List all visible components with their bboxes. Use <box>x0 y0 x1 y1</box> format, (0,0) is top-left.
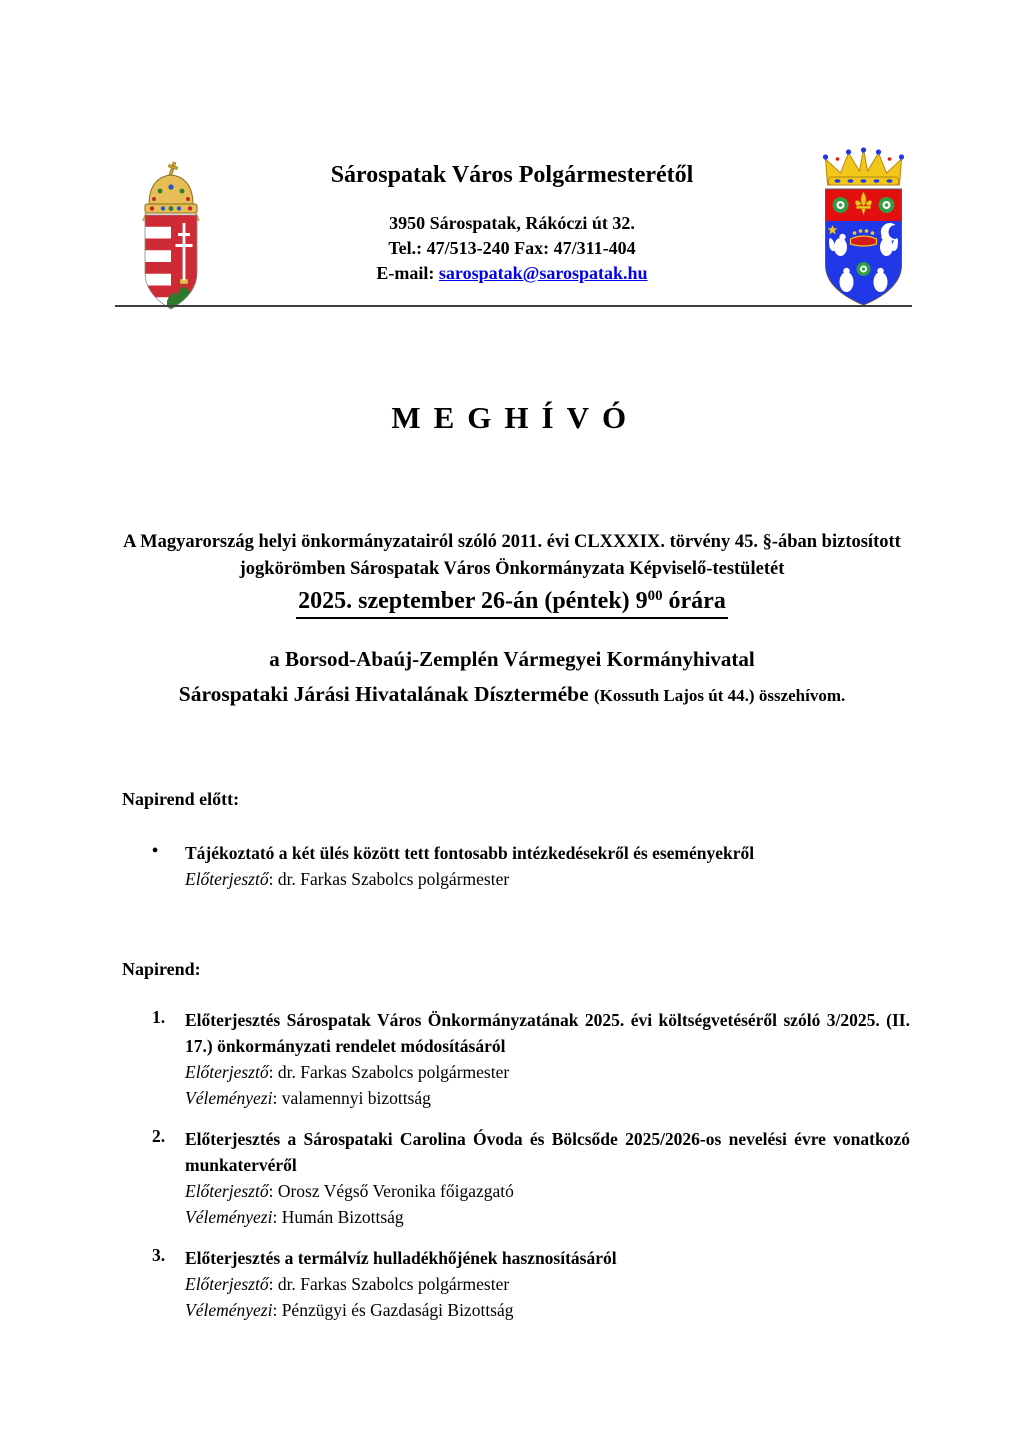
agenda-item-number: 2. <box>152 1126 166 1146</box>
presenter-value: : dr. Farkas Szabolcs polgármester <box>268 1062 510 1082</box>
before-agenda-item-body <box>185 840 910 892</box>
datetime-superscript: 00 <box>647 587 663 604</box>
phone-line: Tel.: 47/513-240 Fax: 47/311-404 <box>388 238 636 258</box>
reviewer-label: Véleményezi <box>185 1300 273 1320</box>
before-agenda-presenter <box>185 866 910 892</box>
agenda-item-presenter <box>185 1178 910 1204</box>
agenda-item-number: 3. <box>152 1245 166 1265</box>
presenter-value: : dr. Farkas Szabolcs polgármester <box>268 1274 510 1294</box>
venue-address: (Kossuth Lajos út 44.) <box>594 686 755 705</box>
presenter-label: Előterjesztő <box>185 869 269 889</box>
venue-name: Sárospataki Járási Hivatalának Dísztermébe <box>178 682 594 706</box>
agenda-item-title: Előterjesztés Sárospatak Város Önkormányzatának 2025. évi költségvetéséről szóló 3/2025. (II. 17.) önkormányzati rendelet módosításáról <box>185 1010 910 1056</box>
agenda-item-2 <box>122 1126 910 1230</box>
reviewer-value: : valamennyi bizottság <box>272 1088 431 1108</box>
agenda-item-number: 1. <box>152 1007 166 1027</box>
before-agenda-heading: Napirend előtt: <box>122 789 240 809</box>
contact-block <box>242 211 782 286</box>
before-agenda-item <box>122 840 910 892</box>
email-link[interactable]: sarospatak@sarospatak.hu <box>438 263 648 283</box>
email-line <box>242 261 782 286</box>
agenda-item-body <box>185 1245 910 1323</box>
legal-paragraph: A Magyarország helyi önkormányzatairól szóló 2011. évi CLXXXIX. törvény 45. §-ában biztosított jogkörömben Sárospatak Város Önkormányzata Képviselő-testületét <box>123 532 901 579</box>
before-agenda-section <box>122 789 910 892</box>
reviewer-label: Véleményezi <box>185 1088 273 1108</box>
venue-suffix: összehívom. <box>754 686 846 705</box>
bullet-icon: • <box>152 840 159 860</box>
email-label: E-mail: <box>376 263 439 283</box>
reviewer-value: : Humán Bizottság <box>272 1207 404 1227</box>
sarospatak-coat-of-arms-graphic <box>817 147 910 309</box>
agenda-section <box>122 959 910 1323</box>
meeting-datetime-underlined <box>296 588 728 619</box>
venue-line2 <box>0 682 1024 707</box>
presenter-label: Előterjesztő <box>185 1274 269 1294</box>
meeting-datetime <box>0 588 1024 619</box>
address-line: 3950 Sárospatak, Rákóczi út 32. <box>389 213 635 233</box>
agenda-item-reviewer <box>185 1204 910 1230</box>
agenda-item-title: Előterjesztés a termálvíz hulladékhőjének hasznosításáról <box>185 1248 617 1268</box>
reviewer-label: Véleményezi <box>185 1207 273 1227</box>
presenter-label: Előterjesztő <box>185 1181 269 1201</box>
document-title: MEGHÍVÓ <box>391 400 640 435</box>
agenda-item-body <box>185 1126 910 1230</box>
agenda-item-presenter <box>185 1271 910 1297</box>
letterhead <box>242 162 782 286</box>
before-agenda-item-title: Tájékoztató a két ülés között tett fontosabb intézkedésekről és eseményekről <box>185 843 755 863</box>
agenda-item-1 <box>122 1007 910 1111</box>
presenter-label: Előterjesztő <box>185 1062 269 1082</box>
agenda-item-title: Előterjesztés a Sárospataki Carolina Óvoda és Bölcsőde 2025/2026-os nevelési évre vonatkozó munkatervéről <box>185 1129 910 1175</box>
datetime-main: 2025. szeptember 26-án (péntek) 9 <box>298 588 648 614</box>
agenda-item-body <box>185 1007 910 1111</box>
hungary-coat-of-arms <box>136 161 206 311</box>
agenda-item-presenter <box>185 1059 910 1085</box>
agenda-heading: Napirend: <box>122 959 201 979</box>
reviewer-value: : Pénzügyi és Gazdasági Bizottság <box>272 1300 514 1320</box>
header-divider <box>115 305 912 307</box>
hungary-coat-of-arms-graphic <box>136 161 206 311</box>
sarospatak-coat-of-arms <box>817 147 910 309</box>
sender-title: Sárospatak Város Polgármesterétől <box>330 162 694 188</box>
agenda-item-reviewer <box>185 1085 910 1111</box>
presenter-value: : Orosz Végső Veronika főigazgató <box>268 1181 514 1201</box>
venue-line1: a Borsod-Abaúj-Zemplén Vármegyei Kormányhivatal <box>269 647 755 671</box>
datetime-suffix: órára <box>662 588 726 614</box>
agenda-item-reviewer <box>185 1297 910 1323</box>
agenda-item-3 <box>122 1245 910 1323</box>
presenter-value: : dr. Farkas Szabolcs polgármester <box>268 869 510 889</box>
